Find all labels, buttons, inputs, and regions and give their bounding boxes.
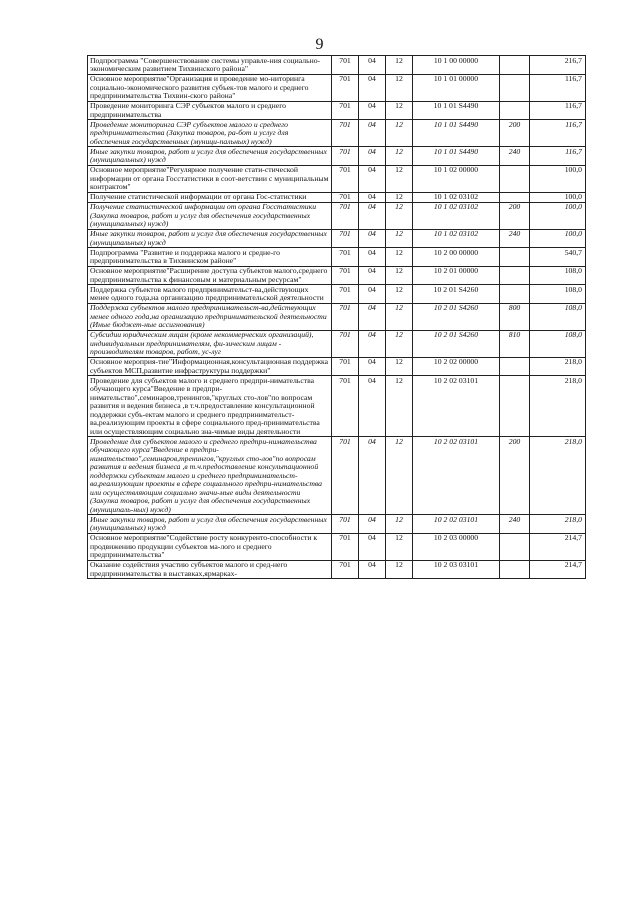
row-csr-cell: 10 2 02 03101: [413, 376, 500, 437]
row-name-cell: Основное мероприятие"Организация и проведение мо-ниторинга социально-экономического развития субъек-тов малого и среднего предпринимательства Тихвин-ского района": [88, 74, 332, 101]
row-ved-cell: 701: [332, 165, 359, 192]
table-row: [88, 376, 586, 437]
row-name-cell: Поддержка субъектов малого предпринимательст-ва,действующих менее одного года,на организацию предпринимательской деятельности: [88, 285, 332, 304]
row-vr-cell: [500, 285, 530, 304]
row-rz-cell: 04: [359, 56, 386, 75]
table-row: [88, 101, 586, 120]
row-csr-cell: 10 1 01 S4490: [413, 101, 500, 120]
row-vr-cell: [500, 266, 530, 285]
row-pr-cell: 12: [386, 229, 413, 248]
row-pr-cell: 12: [386, 74, 413, 101]
row-pr-cell: 12: [386, 101, 413, 120]
row-pr-cell: 12: [386, 330, 413, 357]
row-pr-cell: 12: [386, 533, 413, 560]
row-vr-cell: 810: [500, 330, 530, 357]
row-pr-cell: 12: [386, 165, 413, 192]
row-vr-cell: [500, 101, 530, 120]
table-row: [88, 285, 586, 304]
row-pr-cell: 12: [386, 515, 413, 534]
row-sum-cell: 100,0: [530, 192, 586, 202]
row-sum-cell: 214,7: [530, 533, 586, 560]
row-name-cell: Иные закупки товаров, работ и услуг для обеспечения государственных (муниципальных) нужд: [88, 147, 332, 166]
row-pr-cell: 12: [386, 437, 413, 515]
row-pr-cell: 12: [386, 202, 413, 229]
row-name-cell: Иные закупки товаров, работ и услуг для обеспечения государственных (муниципальных) нужд: [88, 515, 332, 534]
row-rz-cell: 04: [359, 303, 386, 330]
row-rz-cell: 04: [359, 248, 386, 267]
row-vr-cell: 240: [500, 229, 530, 248]
row-rz-cell: 04: [359, 120, 386, 147]
row-csr-cell: 10 1 02 03102: [413, 192, 500, 202]
row-rz-cell: 04: [359, 515, 386, 534]
row-sum-cell: 108,0: [530, 285, 586, 304]
row-rz-cell: 04: [359, 533, 386, 560]
row-ved-cell: 701: [332, 303, 359, 330]
row-pr-cell: 12: [386, 147, 413, 166]
row-csr-cell: 10 1 01 00000: [413, 74, 500, 101]
row-name-cell: Проведение мониторинга СЭР субъектов малого и среднего предпринимательства (Закупка товаров, ра-бот и услуг для обеспечения государственных (муници-пальных) нужд): [88, 120, 332, 147]
table-row: [88, 303, 586, 330]
row-rz-cell: 04: [359, 202, 386, 229]
row-sum-cell: 218,0: [530, 357, 586, 376]
row-pr-cell: 12: [386, 285, 413, 304]
row-ved-cell: 701: [332, 101, 359, 120]
row-name-cell: Подпрограмма "Развитие и поддержка малого и средне-го предпринимательства в Тихвинском районе": [88, 248, 332, 267]
row-ved-cell: 701: [332, 515, 359, 534]
row-ved-cell: 701: [332, 357, 359, 376]
row-pr-cell: 12: [386, 303, 413, 330]
row-name-cell: Основное мероприятие"Расширение доступа субъектов малого,среднего предпринимательства к финансовым и материальным ресурсам": [88, 266, 332, 285]
row-csr-cell: 10 1 02 03102: [413, 202, 500, 229]
row-name-cell: Проведение для субъектов малого и среднего предпри-нимательства обучающего курса"Введение в предпри-нимательство",семинаров,тренингов,"круглых сто-лов"по вопросам развития и ведения бизнеса ,в т.ч.предоставление консультационной поддержки субъ-ектам малого и среднего предпринимательст-ва,реализующим проекты в сфере социального пред-принимательства или осуществляющим социально зна-чимые виды деятельности: [88, 376, 332, 437]
row-csr-cell: 10 1 01 S4490: [413, 147, 500, 166]
row-vr-cell: [500, 560, 530, 579]
row-vr-cell: [500, 533, 530, 560]
page-number: 9: [315, 36, 324, 53]
row-csr-cell: 10 2 02 03101: [413, 437, 500, 515]
row-pr-cell: 12: [386, 56, 413, 75]
row-csr-cell: 10 2 01 S4260: [413, 330, 500, 357]
table-row: [88, 330, 586, 357]
row-pr-cell: 12: [386, 120, 413, 147]
row-rz-cell: 04: [359, 560, 386, 579]
row-vr-cell: [500, 376, 530, 437]
row-pr-cell: 12: [386, 266, 413, 285]
table-row: [88, 357, 586, 376]
row-rz-cell: 04: [359, 330, 386, 357]
row-rz-cell: 04: [359, 357, 386, 376]
row-pr-cell: 12: [386, 192, 413, 202]
row-ved-cell: 701: [332, 533, 359, 560]
row-vr-cell: 800: [500, 303, 530, 330]
row-name-cell: Получение статистической информации от органа Гос-статистики: [88, 192, 332, 202]
row-vr-cell: 200: [500, 202, 530, 229]
row-sum-cell: 214,7: [530, 560, 586, 579]
row-name-cell: Иные закупки товаров, работ и услуг для обеспечения государственных (муниципальных) нужд: [88, 229, 332, 248]
row-rz-cell: 04: [359, 229, 386, 248]
row-vr-cell: [500, 165, 530, 192]
table-row: [88, 202, 586, 229]
row-name-cell: Субсидии юридическим лицам (кроме некоммерческих организаций), индивидуальным предпринимателям, фи-зическим лицам - производителям товаров, работ, ус-луг: [88, 330, 332, 357]
table-row: [88, 437, 586, 515]
row-name-cell: Проведение для субъектов малого и среднего предпри-нимательства обучающего курса"Введение в предпри-нимательство",семинаров,тренингов,"круглых сто-лов"по вопросам развития и ведения бизнеса ,в т.ч.предоставление консультационной поддержки субъектам малого и среднего предпринимательст-ва,реализующим проекты в сфере социального предпри-нимательства или осуществляющим социально значи-мые виды деятельности (Закупка товаров, работ и услуг для обеспечения государственных (муниципаль-ных) нужд): [88, 437, 332, 515]
row-sum-cell: 116,7: [530, 120, 586, 147]
row-pr-cell: 12: [386, 248, 413, 267]
row-ved-cell: 701: [332, 192, 359, 202]
row-sum-cell: 218,0: [530, 376, 586, 437]
row-sum-cell: 100,0: [530, 202, 586, 229]
row-rz-cell: 04: [359, 147, 386, 166]
table-row: [88, 248, 586, 267]
row-ved-cell: 701: [332, 330, 359, 357]
table-row: [88, 560, 586, 579]
row-pr-cell: 12: [386, 560, 413, 579]
row-name-cell: Проведение мониторинга СЭР субъектов малого и среднего предпринимательства: [88, 101, 332, 120]
row-vr-cell: 200: [500, 437, 530, 515]
row-ved-cell: 701: [332, 376, 359, 437]
row-ved-cell: 701: [332, 56, 359, 75]
table-row: [88, 515, 586, 534]
row-csr-cell: 10 2 02 03101: [413, 515, 500, 534]
row-vr-cell: [500, 192, 530, 202]
row-ved-cell: 701: [332, 147, 359, 166]
row-rz-cell: 04: [359, 192, 386, 202]
row-vr-cell: 240: [500, 147, 530, 166]
row-ved-cell: 701: [332, 202, 359, 229]
row-csr-cell: 10 1 02 00000: [413, 165, 500, 192]
row-vr-cell: [500, 357, 530, 376]
table-row: [88, 165, 586, 192]
row-pr-cell: 12: [386, 357, 413, 376]
row-sum-cell: 100,0: [530, 165, 586, 192]
row-ved-cell: 701: [332, 437, 359, 515]
row-pr-cell: 12: [386, 376, 413, 437]
row-ved-cell: 701: [332, 229, 359, 248]
row-name-cell: Получение статистической информации от органа Госстатистики (Закупка товаров, работ и услуг для обеспечения государственных (муниципальных) нужд): [88, 202, 332, 229]
table-row: [88, 74, 586, 101]
row-rz-cell: 04: [359, 437, 386, 515]
row-ved-cell: 701: [332, 266, 359, 285]
row-csr-cell: 10 2 03 00000: [413, 533, 500, 560]
row-csr-cell: 10 2 00 00000: [413, 248, 500, 267]
row-csr-cell: 10 1 01 S4490: [413, 120, 500, 147]
row-rz-cell: 04: [359, 376, 386, 437]
table-row: [88, 192, 586, 202]
table-row: [88, 533, 586, 560]
row-rz-cell: 04: [359, 74, 386, 101]
row-rz-cell: 04: [359, 101, 386, 120]
row-sum-cell: 218,0: [530, 515, 586, 534]
row-vr-cell: [500, 74, 530, 101]
row-sum-cell: 108,0: [530, 330, 586, 357]
row-sum-cell: 108,0: [530, 266, 586, 285]
row-name-cell: Поддержка субъектов малого предпринимательст-ва,действующих менее одного года,на организацию предпринимательской деятельности (Иные бюджет-ные ассигнования): [88, 303, 332, 330]
table-row: [88, 229, 586, 248]
row-name-cell: Основное мероприятие"Содействие росту конкуренто-способности к продвижению продукции субъектов ма-лого и среднего предпринимательства": [88, 533, 332, 560]
row-ved-cell: 701: [332, 120, 359, 147]
row-csr-cell: 10 2 01 S4260: [413, 285, 500, 304]
table-row: [88, 56, 586, 75]
row-vr-cell: [500, 248, 530, 267]
table-row: [88, 147, 586, 166]
row-vr-cell: [500, 56, 530, 75]
row-vr-cell: 240: [500, 515, 530, 534]
table-row: [88, 266, 586, 285]
row-vr-cell: 200: [500, 120, 530, 147]
row-sum-cell: 216,7: [530, 56, 586, 75]
row-name-cell: Оказание содействия участию субъектов малого и сред-него предпринимательства в выставках,ярмарках-: [88, 560, 332, 579]
row-sum-cell: 116,7: [530, 147, 586, 166]
row-csr-cell: 10 2 02 00000: [413, 357, 500, 376]
row-rz-cell: 04: [359, 165, 386, 192]
row-sum-cell: 108,0: [530, 303, 586, 330]
row-rz-cell: 04: [359, 266, 386, 285]
table-row: [88, 120, 586, 147]
row-csr-cell: 10 2 03 03101: [413, 560, 500, 579]
row-sum-cell: 540,7: [530, 248, 586, 267]
row-csr-cell: 10 2 01 00000: [413, 266, 500, 285]
row-sum-cell: 100,0: [530, 229, 586, 248]
row-name-cell: Подпрограмма "Совершенствование системы управле-ния социально-экономическим развитием Тихвинского района": [88, 56, 332, 75]
row-sum-cell: 116,7: [530, 101, 586, 120]
row-ved-cell: 701: [332, 285, 359, 304]
row-csr-cell: 10 2 01 S4260: [413, 303, 500, 330]
row-name-cell: Основное мероприя-тие"Информационная,консультационная поддержка субъектов МСП,развитие инфраструктуры поддержки": [88, 357, 332, 376]
row-ved-cell: 701: [332, 248, 359, 267]
row-sum-cell: 116,7: [530, 74, 586, 101]
row-ved-cell: 701: [332, 74, 359, 101]
row-ved-cell: 701: [332, 560, 359, 579]
row-name-cell: Основное мероприятие"Регулярное получение стати-стической информации от органа Госстатистики в соот-ветствии с муниципальным контрактом": [88, 165, 332, 192]
budget-table: [87, 55, 586, 579]
row-csr-cell: 10 1 00 00000: [413, 56, 500, 75]
row-rz-cell: 04: [359, 285, 386, 304]
row-csr-cell: 10 1 02 03102: [413, 229, 500, 248]
row-sum-cell: 218,0: [530, 437, 586, 515]
